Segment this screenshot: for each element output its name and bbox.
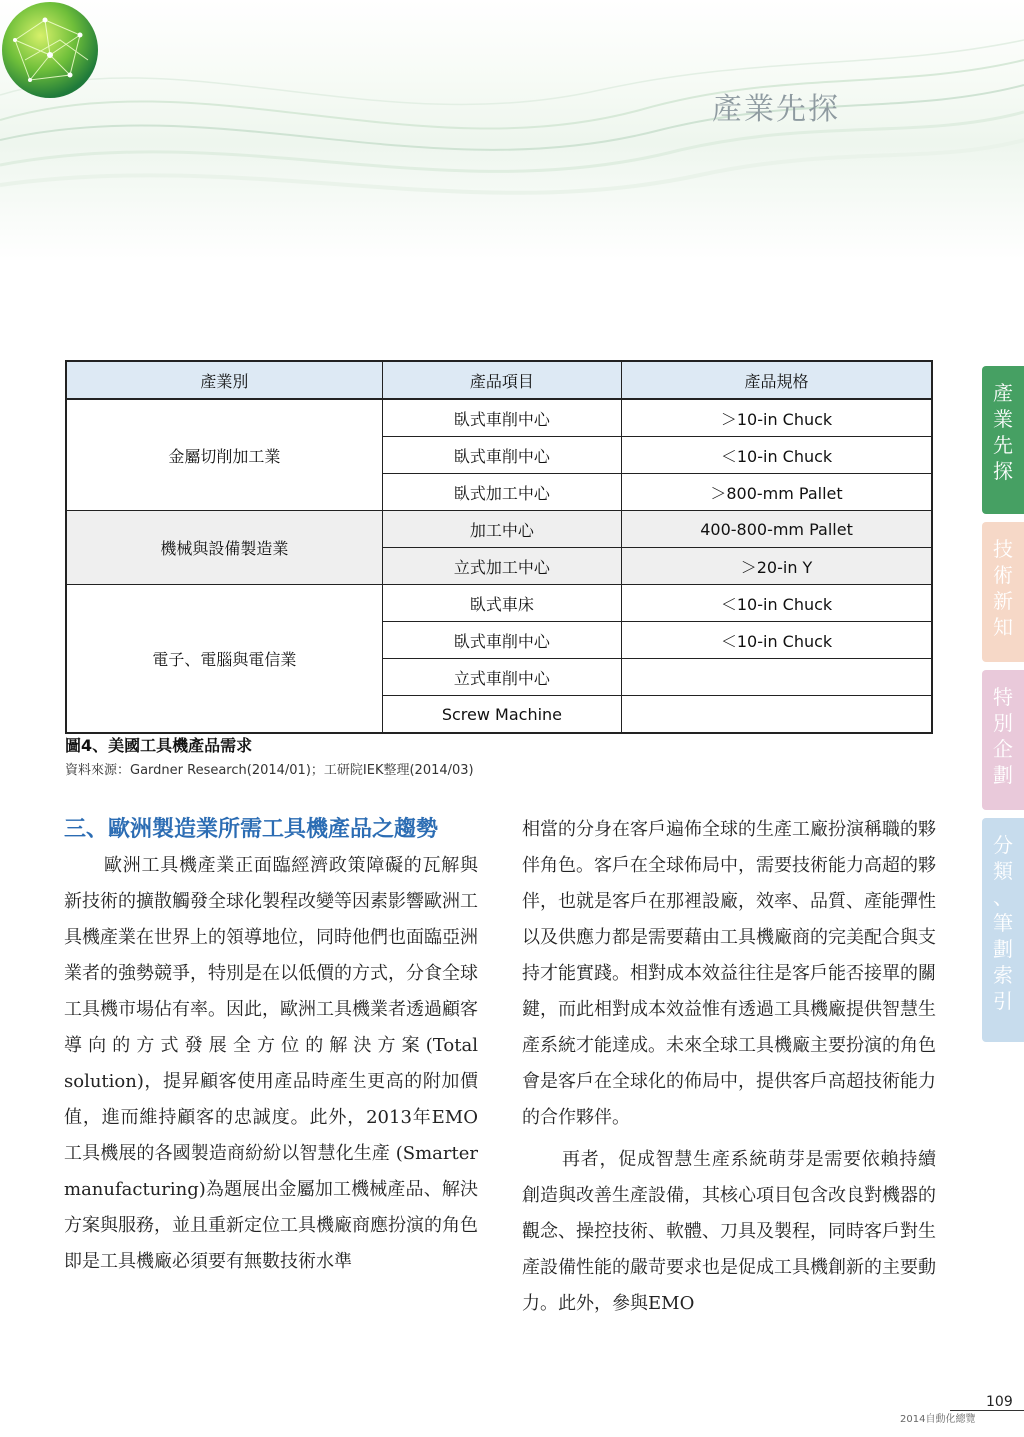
industry-cell: 機械與設備製造業: [66, 511, 382, 585]
table-header-cell: 產品規格: [622, 361, 932, 399]
item-cell: Screw Machine: [382, 696, 621, 734]
table-header-row: [66, 361, 932, 399]
side-tab-char: 劃: [993, 763, 1013, 787]
side-tab-char: 劃: [993, 937, 1013, 961]
side-tab-char: 筆: [993, 911, 1013, 935]
publication-name: 2014自動化總覽: [900, 1414, 976, 1425]
side-tab-tech-news[interactable]: [982, 522, 1024, 662]
globe-network-icon: [0, 0, 100, 100]
spec-cell: ＞10-in Chuck: [622, 399, 932, 437]
side-tab-nav: [982, 366, 1024, 1050]
page-number: 109: [986, 1394, 1013, 1410]
spec-cell: [622, 696, 932, 734]
spec-cell: ＞20-in Y: [622, 548, 932, 585]
side-tab-char: 引: [993, 989, 1013, 1013]
side-tab-char: 、: [993, 885, 1013, 909]
table-caption: 圖4、美國工具機產品需求: [65, 736, 253, 755]
body-paragraph: 歐洲工具機產業正面臨經濟政策障礙的瓦解與新技術的擴散觸發全球化製程改變等因素影響歐洲工具機產業在世界上的領導地位，同時他們也面臨亞洲業者的強勢競爭，特別是在以低價的方式，分食全球工具機市場佔有率。因此，歐洲工具機業者透過顧客導向的方式發展全方位的解決方案(Total solution)，提昇顧客使用產品時產生更高的附加價值，進而維持顧客的忠誠度。此外，2013年EMO工具機展的各國製造商紛紛以智慧化生產 (Smarter manufacturing)為題展出金屬加工機械產品、解決方案與服務，並且重新定位工具機廠商應扮演的角色即是工具機廠必須要有無數技術水準: [64, 855, 478, 1272]
spec-cell: ＜10-in Chuck: [622, 622, 932, 659]
side-tab-char: 類: [993, 859, 1013, 883]
item-cell: 臥式車床: [382, 585, 621, 622]
table-row: [66, 511, 932, 548]
item-cell: 臥式加工中心: [382, 474, 621, 511]
spec-cell: 400-800-mm Pallet: [622, 511, 932, 548]
side-tab-industry-preview[interactable]: [982, 366, 1024, 514]
item-cell: 臥式車削中心: [382, 399, 621, 437]
side-tab-char: 知: [993, 615, 1013, 639]
item-cell: 臥式車削中心: [382, 622, 621, 659]
spec-cell: [622, 659, 932, 696]
table-header-cell: 產品項目: [382, 361, 621, 399]
product-demand-table: [65, 360, 933, 734]
spec-cell: ＜10-in Chuck: [622, 437, 932, 474]
page-header: [0, 0, 1024, 260]
item-cell: 立式加工中心: [382, 548, 621, 585]
side-tab-special-feature[interactable]: [982, 670, 1024, 810]
table-source: 資料來源：Gardner Research(2014/01)；工研院IEK整理(2014/03): [65, 763, 474, 778]
side-tab-char: 分: [993, 833, 1013, 857]
body-paragraph: 相當的分身在客戶遍佈全球的生產工廠扮演稱職的夥伴角色。客戶在全球佈局中，需要技術能力高超的夥伴，也就是客戶在那裡設廠，效率、品質、產能彈性以及供應力都是需要藉由工具機廠商的完美配合與支持才能實踐。相對成本效益往往是客戶能否接單的關鍵，而此相對成本效益惟有透過工具機廠提供智慧生產系統才能達成。未來全球工具機廠主要扮演的角色會是客戶在全球化的佈局中，提供客戶高超技術能力的合作夥伴。: [522, 819, 936, 1128]
side-tab-index[interactable]: [982, 818, 1024, 1042]
side-tab-char: 術: [993, 563, 1013, 587]
spec-cell: ＞800-mm Pallet: [622, 474, 932, 511]
industry-cell: 金屬切削加工業: [66, 399, 382, 511]
side-tab-char: 企: [993, 737, 1013, 761]
side-tab-char: 探: [993, 459, 1013, 483]
side-tab-char: 新: [993, 589, 1013, 613]
side-tab-char: 產: [993, 381, 1013, 405]
side-tab-char: 先: [993, 433, 1013, 457]
item-cell: 加工中心: [382, 511, 621, 548]
side-tab-char: 業: [993, 407, 1013, 431]
body-paragraph: 再者，促成智慧生產系統萌芽是需要依賴持續創造與改善生產設備，其核心項目包含改良對機器的觀念、操控技術、軟體、刀具及製程，同時客戶對生產設備性能的嚴苛要求也是促成工具機創新的主要動力。此外，參與EMO: [522, 1149, 936, 1314]
table-row: [66, 399, 932, 437]
section-title: 產業先探: [712, 92, 840, 127]
side-tab-char: 索: [993, 963, 1013, 987]
table-header-cell: 產業別: [66, 361, 382, 399]
article-column-left: [64, 812, 478, 1280]
section-heading: 三、歐洲製造業所需工具機產品之趨勢: [64, 817, 439, 842]
item-cell: 臥式車削中心: [382, 437, 621, 474]
industry-cell: 電子、電腦與電信業: [66, 585, 382, 734]
item-cell: 立式車削中心: [382, 659, 621, 696]
side-tab-char: 別: [993, 711, 1013, 735]
table-row: [66, 585, 932, 622]
side-tab-char: 技: [993, 537, 1013, 561]
product-demand-table-wrap: [65, 360, 933, 734]
article-column-right: [522, 812, 936, 1322]
side-tab-char: 特: [993, 685, 1013, 709]
spec-cell: ＜10-in Chuck: [622, 585, 932, 622]
header-wave-decoration: [0, 0, 1024, 260]
